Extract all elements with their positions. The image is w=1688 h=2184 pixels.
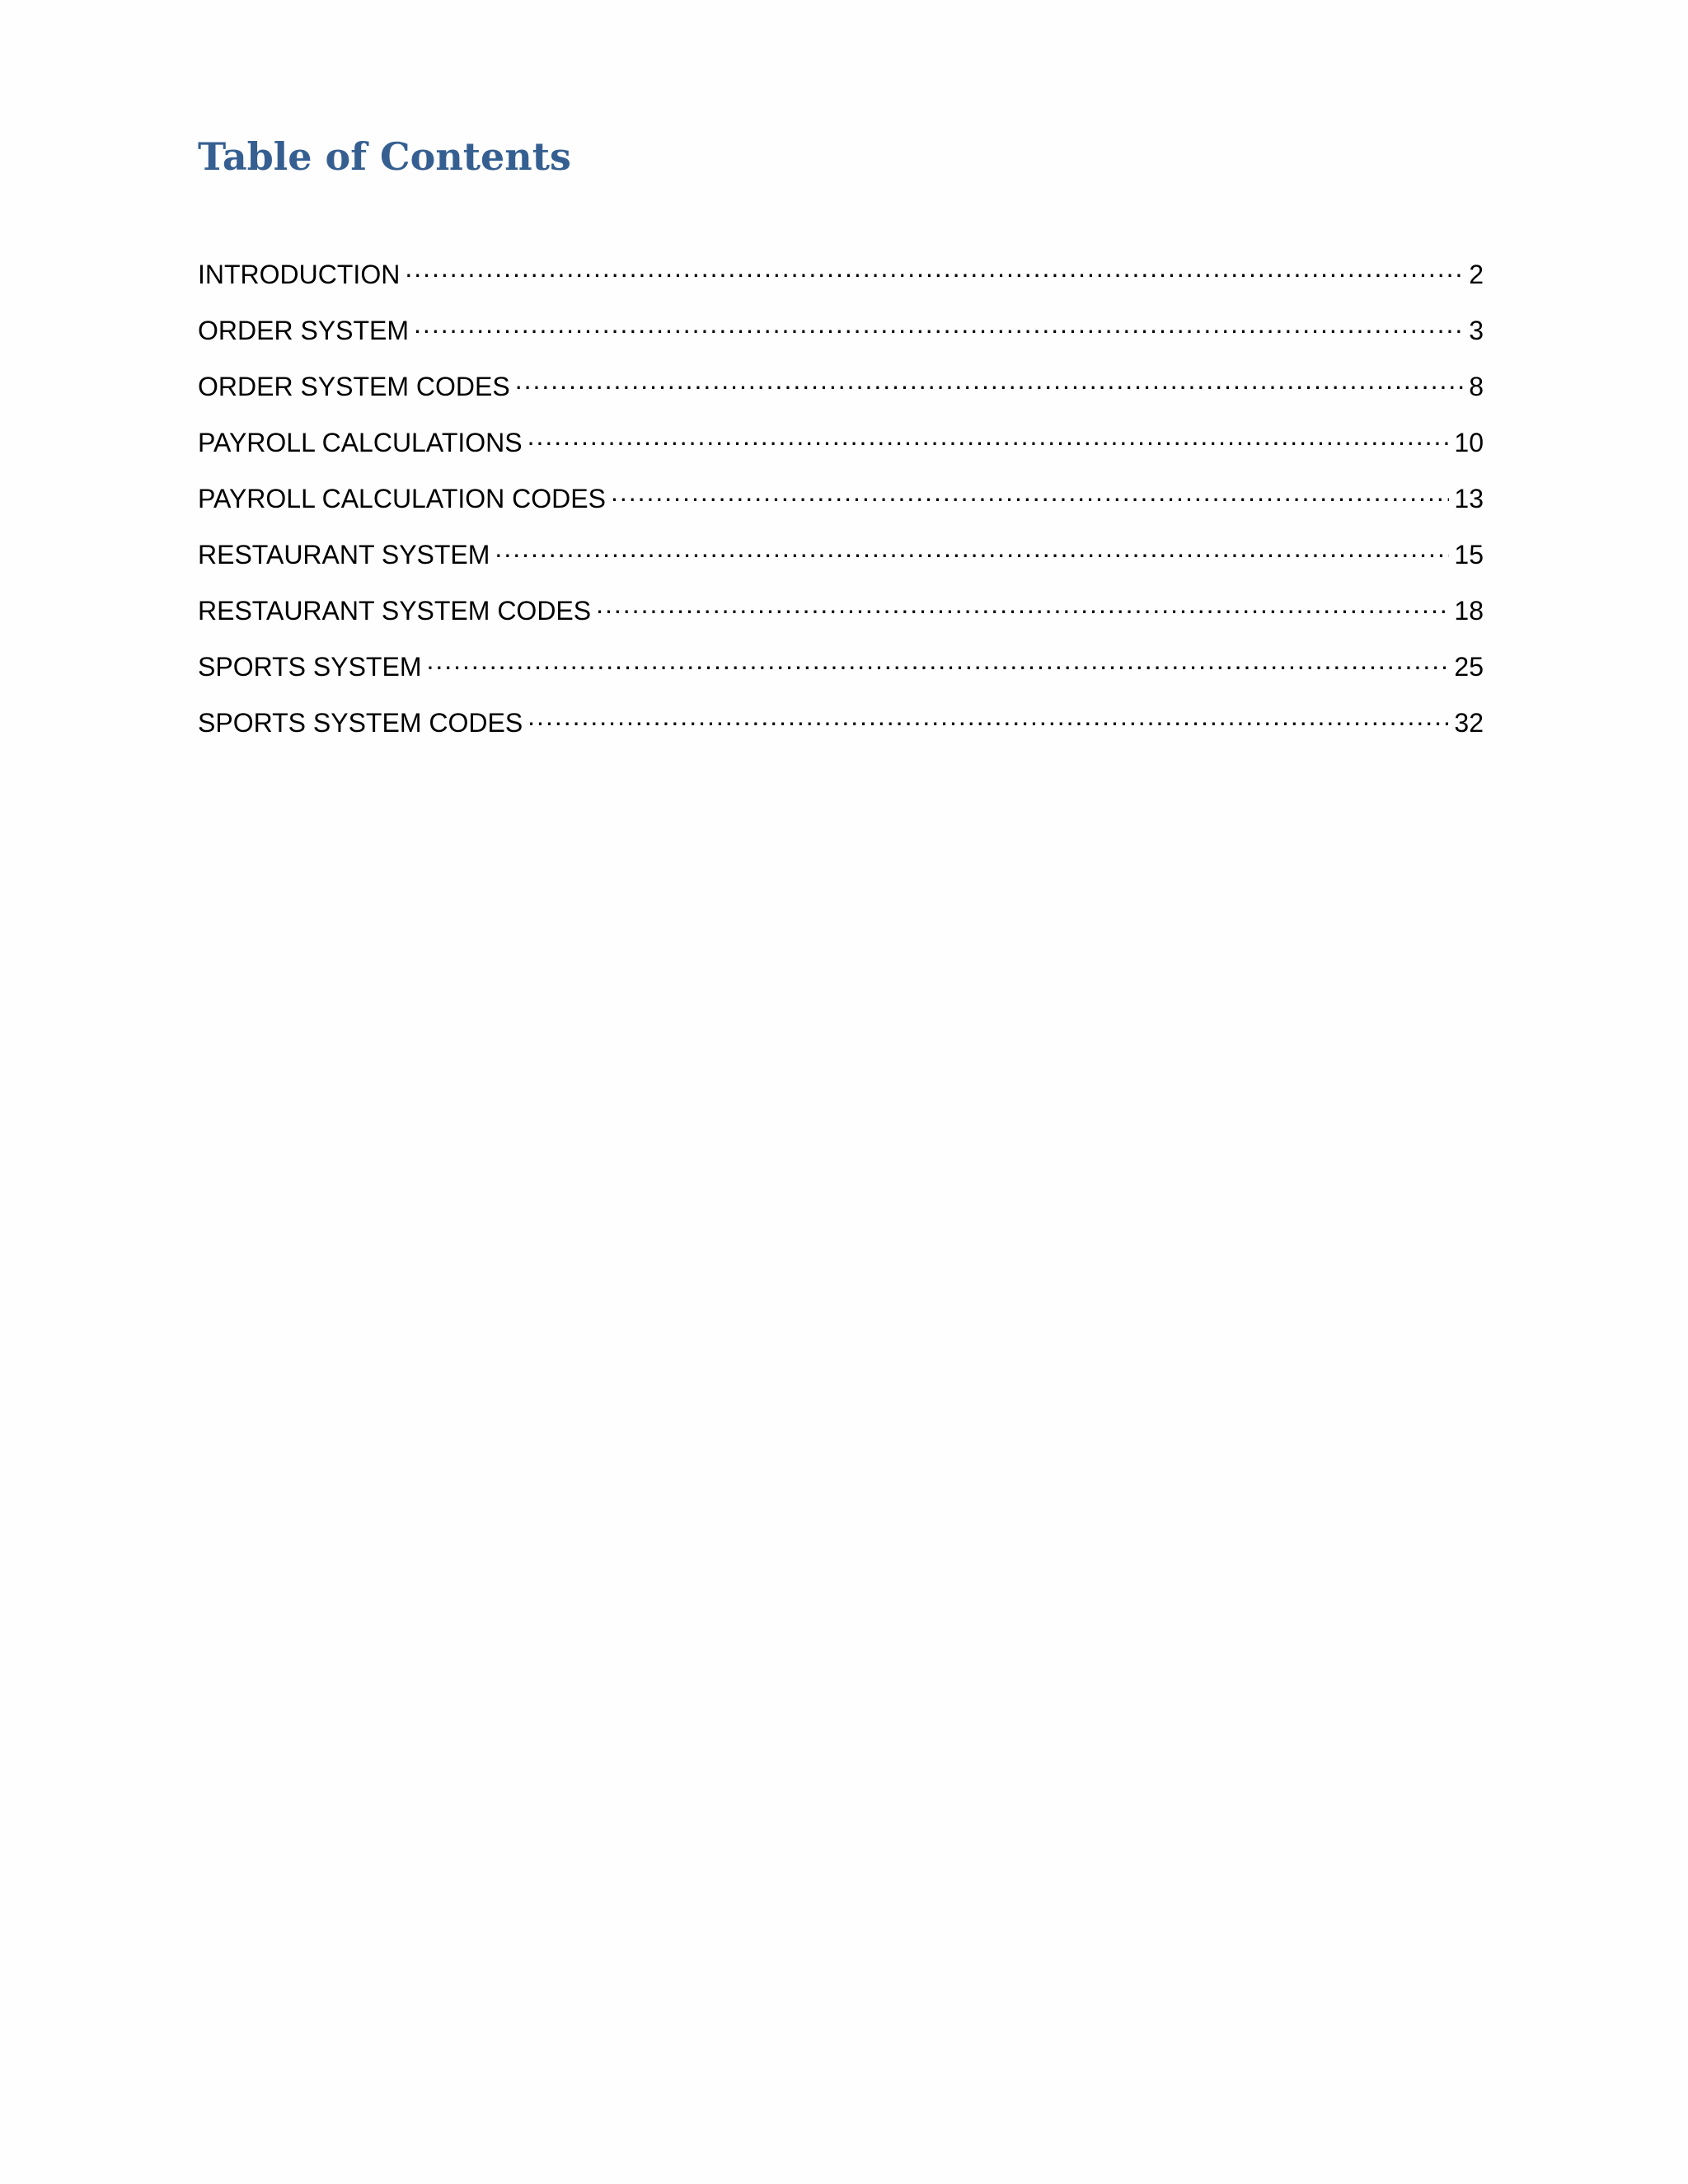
- toc-heading: Table of Contents: [198, 134, 571, 179]
- toc-entry-label: RESTAURANT SYSTEM CODES: [198, 596, 592, 626]
- toc-entry-restaurant-system-codes[interactable]: [198, 593, 1484, 649]
- toc-entry-page-number: 10: [1454, 428, 1484, 457]
- toc-entry-label: RESTAURANT SYSTEM: [198, 540, 490, 569]
- toc-entry-label: SPORTS SYSTEM CODES: [198, 708, 523, 738]
- toc-entry-page-number: 32: [1454, 708, 1484, 738]
- toc-entry-page-number: 13: [1454, 484, 1484, 513]
- toc-entry-page-number: 2: [1469, 260, 1484, 289]
- toc-dot-leader: [414, 313, 1464, 340]
- toc-entry-order-system[interactable]: [198, 313, 1484, 369]
- toc-entry-page-number: 25: [1454, 652, 1484, 682]
- toc-dot-leader: [426, 649, 1449, 676]
- toc-entry-introduction[interactable]: [198, 257, 1484, 313]
- toc-entry-page-number: 15: [1454, 540, 1484, 569]
- toc-entry-sports-system-codes[interactable]: [198, 705, 1484, 762]
- toc-entry-page-number: 8: [1469, 372, 1484, 401]
- toc-dot-leader: [611, 481, 1449, 508]
- toc-entry-label: PAYROLL CALCULATIONS: [198, 428, 523, 457]
- toc-list: [198, 257, 1484, 762]
- toc-dot-leader: [528, 425, 1450, 452]
- toc-entry-label: SPORTS SYSTEM: [198, 652, 422, 682]
- toc-dot-leader: [405, 257, 1464, 284]
- toc-entry-label: INTRODUCTION: [198, 260, 401, 289]
- toc-dot-leader: [528, 705, 1449, 732]
- toc-entry-page-number: 18: [1454, 596, 1484, 626]
- toc-entry-page-number: 3: [1469, 316, 1484, 345]
- toc-entry-order-system-codes[interactable]: [198, 369, 1484, 425]
- toc-entry-sports-system[interactable]: [198, 649, 1484, 705]
- toc-dot-leader: [515, 369, 1464, 396]
- toc-dot-leader: [596, 593, 1449, 620]
- toc-entry-payroll-calculation-codes[interactable]: [198, 481, 1484, 537]
- toc-entry-label: ORDER SYSTEM: [198, 316, 410, 345]
- toc-entry-restaurant-system[interactable]: [198, 537, 1484, 593]
- toc-dot-leader: [495, 537, 1449, 564]
- toc-entry-label: ORDER SYSTEM CODES: [198, 372, 510, 401]
- toc-entry-label: PAYROLL CALCULATION CODES: [198, 484, 606, 513]
- toc-entry-payroll-calculations[interactable]: [198, 425, 1484, 481]
